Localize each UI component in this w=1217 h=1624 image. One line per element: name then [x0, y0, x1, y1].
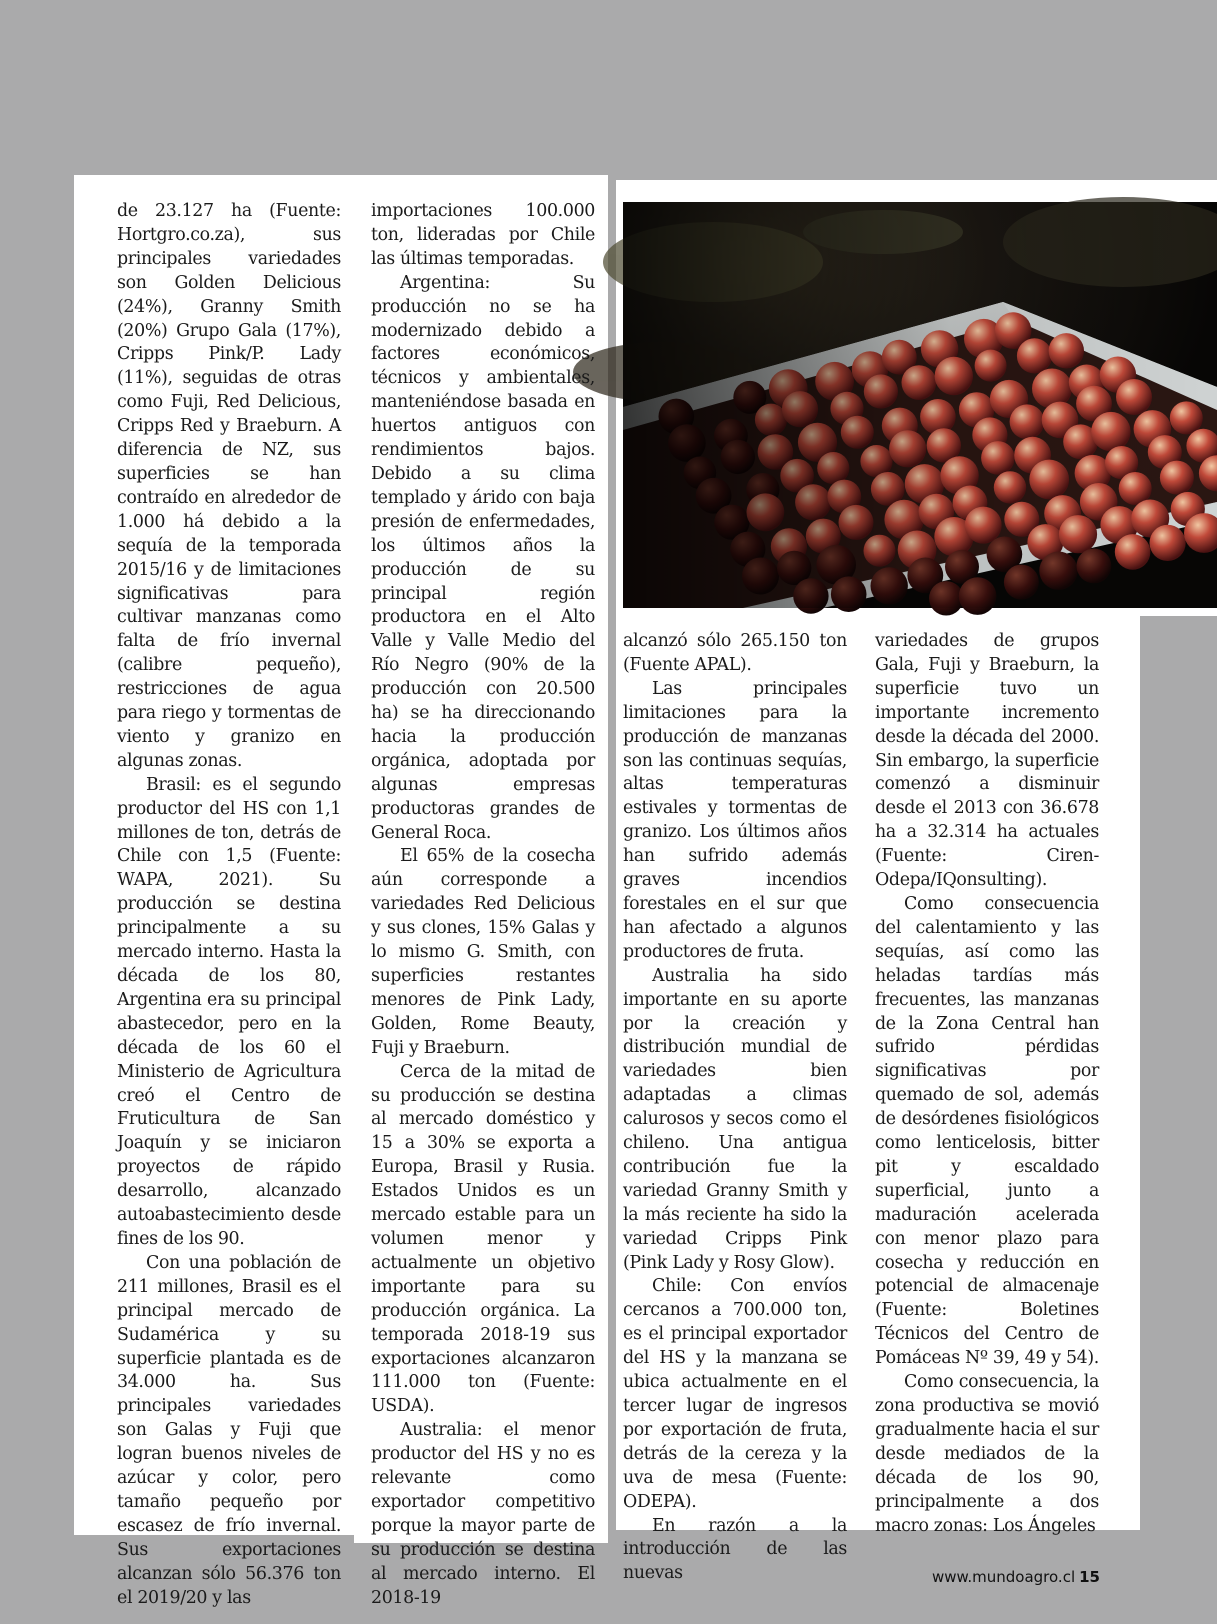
- paragraph: Chile: Con envíos cercanos a 700.000 ton, es el principal exportador del HS y la manzana se ubica actualmente en el tercer lugar de ingresos por exportación de fruta, detrás de la cereza y la uva de mesa (Fuente: ODEPA).: [623, 1276, 847, 1512]
- paragraph: Como consecuencia, la zona productiva se movió gradualmente hacia el sur desde mediados de la década de los 90, principalmente a dos macro zonas: Los Ángeles: [875, 1372, 1099, 1536]
- paragraph: Las principales limitaciones para la producción de manzanas son las continuas sequías, altas temperaturas estivales y tormentas de granizo. Los últimos años han sufrido además graves incendios forestales en el sur que han afectado a algunos productores de fruta.: [623, 678, 847, 962]
- paragraph: Argentina: Su producción no se ha modernizado debido a factores económicos, técnicos y ambientales, manteniéndose basada en huertos antiguos con rendimientos bajos. Debido a su clima templado y árido con baja presión de enfermedades, los últimos años la producción de su principal región productora en el Alto Valle y Valle Medio del Río Negro (90% de la producción con 20.500 ha) se ha direccionando hacia la producción orgánica, adoptada por algunas empresas productoras grandes de General Roca.: [371, 272, 595, 843]
- paragraph: Como consecuencia del calentamiento y las sequías, así como las heladas tardías más frecuentes, las manzanas de la Zona Central han sufrido pérdidas significativas por quemado de sol, además de desórdenes fisiológicos como lenticelosis, bitter pit y escaldado superficial, junto a maduración acelerada con menor plazo para cosecha y reducción en potencial de almacenaje (Fuente: Boletines Técnicos del Centro de Pomáceas Nº 39, 49 y 54).: [875, 893, 1099, 1369]
- column-1: [117, 200, 341, 1608]
- column-3: [623, 630, 847, 1584]
- page-footer: [880, 1568, 1100, 1586]
- paragraph: El 65% de la cosecha aún corresponde a variedades Red Delicious y sus clones, 15% Galas y lo mismo G. Smith, con superficies restantes menores de Pink Lady, Golden, Rome Beauty, Fuji y Braeburn.: [371, 846, 595, 1058]
- column-4: [875, 630, 1099, 1536]
- column-2: [371, 200, 595, 1608]
- paragraph: importaciones 100.000 ton, lideradas por Chile las últimas temporadas.: [371, 201, 595, 269]
- footer-url[interactable]: www.mundoagro.cl: [931, 1568, 1076, 1586]
- paragraph: Australia: el menor productor del HS y no es relevante como exportador competitivo porque la mayor parte de su producción se destina al mercado interno. El 2018-19: [371, 1420, 595, 1608]
- paragraph: de 23.127 ha (Fuente: Hortgro.co.za), sus principales variedades son Golden Delicious (24%), Granny Smith (20%) Grupo Gala (17%), Cripps Pink/P. Lady (11%), seguidas de otras como Fuji, Red Delicious, Cripps Red y Braeburn. A diferencia de NZ, sus superficies se han contraído en alrededor de 1.000 há debido a la sequía de la temporada 2015/16 y de limitaciones significativas para cultivar manzanas como falta de frío invernal (calibre pequeño), restricciones de agua para riego y tormentas de viento y granizo en algunas zonas.: [117, 201, 341, 771]
- page-number: 15: [1079, 1568, 1100, 1586]
- paragraph: Brasil: es el segundo productor del HS con 1,1 millones de ton, detrás de Chile con 1,5 (Fuente: WAPA, 2021). Su producción se destina principalmente a su mercado interno. Hasta la década de los 80, Argentina era su principal abastecedor, pero en la década de los 60 el Ministerio de Agricultura creó el Centro de Fruticultura de San Joaquín y se iniciaron proyectos de rápido desarrollo, alcanzado autoabastecimiento desde fines de los 90.: [117, 774, 341, 1249]
- paragraph: Cerca de la mitad de su producción se destina al mercado doméstico y 15 a 30% se exporta a Europa, Brasil y Rusia. Estados Unidos es un mercado estable para un volumen menor y actualmente un objetivo importante para su producción orgánica. La temporada 2018-19 sus exportaciones alcanzaron 111.000 ton (Fuente: USDA).: [371, 1061, 595, 1417]
- paragraph: Australia ha sido importante en su aporte por la creación y distribución mundial de variedades bien adaptadas a climas calurosos y secos como el chileno. Una antigua contribución fue la variedad Granny Smith y la más reciente ha sido la variedad Cripps Pink (Pink Lady y Rosy Glow).: [623, 965, 847, 1273]
- paragraph: alcanzó sólo 265.150 ton (Fuente APAL).: [623, 631, 847, 675]
- paragraph: variedades de grupos Gala, Fuji y Braeburn, la superficie tuvo un importante incremento desde la década del 2000. Sin embargo, la superficie comenzó a disminuir desde el 2013 con 36.678 ha a 32.314 ha actuales (Fuente: Ciren-Odepa/IQonsulting).: [875, 631, 1099, 891]
- paragraph: En razón a la introducción de las nuevas: [623, 1515, 847, 1584]
- paragraph: Con una población de 211 millones, Brasil es el principal mercado de Sudamérica y su superficie plantada es de 34.000 ha. Sus principales variedades son Galas y Fuji que logran buenos niveles de azúcar y color, pero tamaño pequeño por escasez de frío invernal. Sus exportaciones alcanzan sólo 56.376 ton el 2019/20 y las: [117, 1252, 341, 1608]
- apple-bin-photo: [623, 202, 1217, 608]
